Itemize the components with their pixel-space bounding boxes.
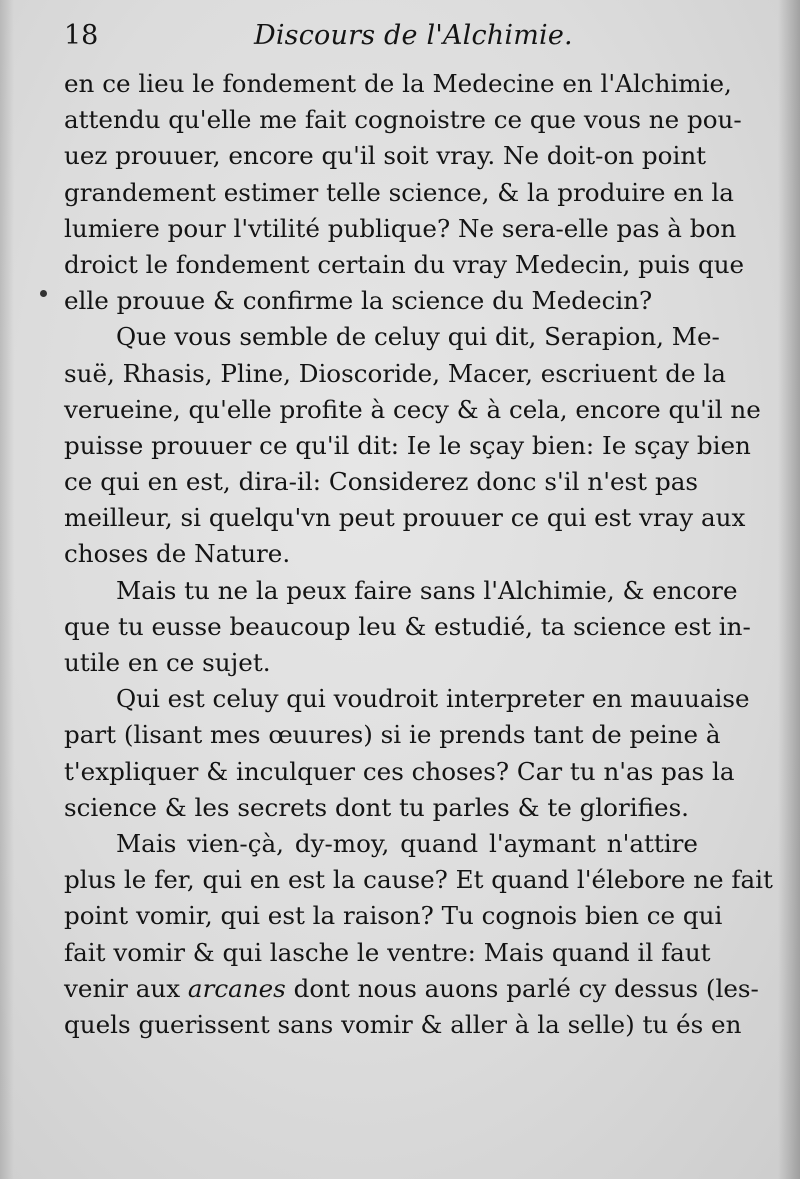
text-line: grandement estimer telle science, & la produire en la — [64, 177, 734, 207]
text-line: Que vous semble de celuy qui dit, Serapion, Me- — [116, 322, 720, 352]
text-line: fait vomir & qui lasche le ventre: Mais quand il faut — [64, 937, 711, 967]
text-line: Qui est celuy qui voudroit interpreter en mauuaise — [116, 684, 750, 714]
page-left-shadow — [0, 0, 14, 1179]
paragraph — [64, 66, 745, 319]
text-line: verueine, qu'elle profite à cecy & à cela, encore qu'il ne — [64, 394, 761, 424]
text-line: Mais vien-çà, dy-moy, quand l'aymant n'attire — [116, 828, 698, 858]
paragraph — [64, 826, 773, 1043]
text-line: lumiere pour l'vtilité publique? Ne sera-elle pas à bon — [64, 213, 737, 243]
text-line: attendu qu'elle me fait cognoistre ce que vous ne pou- — [64, 105, 742, 135]
text-line: point vomir, qui est la raison? Tu cognois bien ce qui — [64, 901, 723, 931]
text-line: choses de Nature. — [64, 539, 291, 569]
text-line: venir aux arcanes dont nous auons parlé cy dessus (les- — [64, 973, 759, 1003]
page-header — [64, 18, 724, 62]
text-line: plus le fer, qui en est la cause? Et quand l'élebore ne fait — [64, 865, 773, 895]
text-line: uez prouuer, encore qu'il soit vray. Ne doit-on point — [64, 141, 707, 171]
text-line: part (lisant mes œuures) si ie prends tant de peine à — [64, 720, 721, 750]
italic-term: arcanes — [187, 973, 286, 1003]
page-number: 18 — [64, 20, 99, 51]
text-line: quels guerissent sans vomir & aller à la selle) tu és en — [64, 1009, 742, 1039]
text-line: droict le fondement certain du vray Medecin, puis que — [64, 249, 745, 279]
text-line: puisse prouuer ce qu'il dit: Ie le sçay bien: Ie sçay bien — [64, 430, 751, 460]
text-line: ce qui en est, dira-il: Considerez donc s'il n'est pas — [64, 467, 698, 497]
text-line: t'expliquer & inculquer ces choses? Car tu n'as pas la — [64, 756, 735, 786]
page-right-shadow — [778, 0, 800, 1179]
text-line: utile en ce sujet. — [64, 648, 271, 677]
paragraph — [64, 319, 761, 572]
body-text — [64, 66, 773, 1043]
paragraph — [64, 681, 750, 826]
text-line: que tu eusse beaucoup leu & estudié, ta science est in- — [64, 611, 751, 641]
text-line: science & les secrets dont tu parles & te glorifies. — [64, 792, 690, 822]
paragraph — [64, 573, 751, 682]
text-line: suë, Rhasis, Pline, Dioscoride, Macer, escriuent de la — [64, 358, 726, 388]
text-line: en ce lieu le fondement de la Medecine en l'Alchimie, — [64, 69, 732, 98]
text-line: elle prouue & confirme la science du Medecin? — [64, 286, 653, 316]
text-line: meilleur, si quelqu'vn peut prouuer ce qui est vray aux — [64, 503, 746, 533]
margin-dot-mark — [40, 290, 47, 297]
running-title: Discours de l'Alchimie. — [254, 20, 573, 51]
text-line: Mais tu ne la peux faire sans l'Alchimie, & encore — [116, 575, 738, 605]
